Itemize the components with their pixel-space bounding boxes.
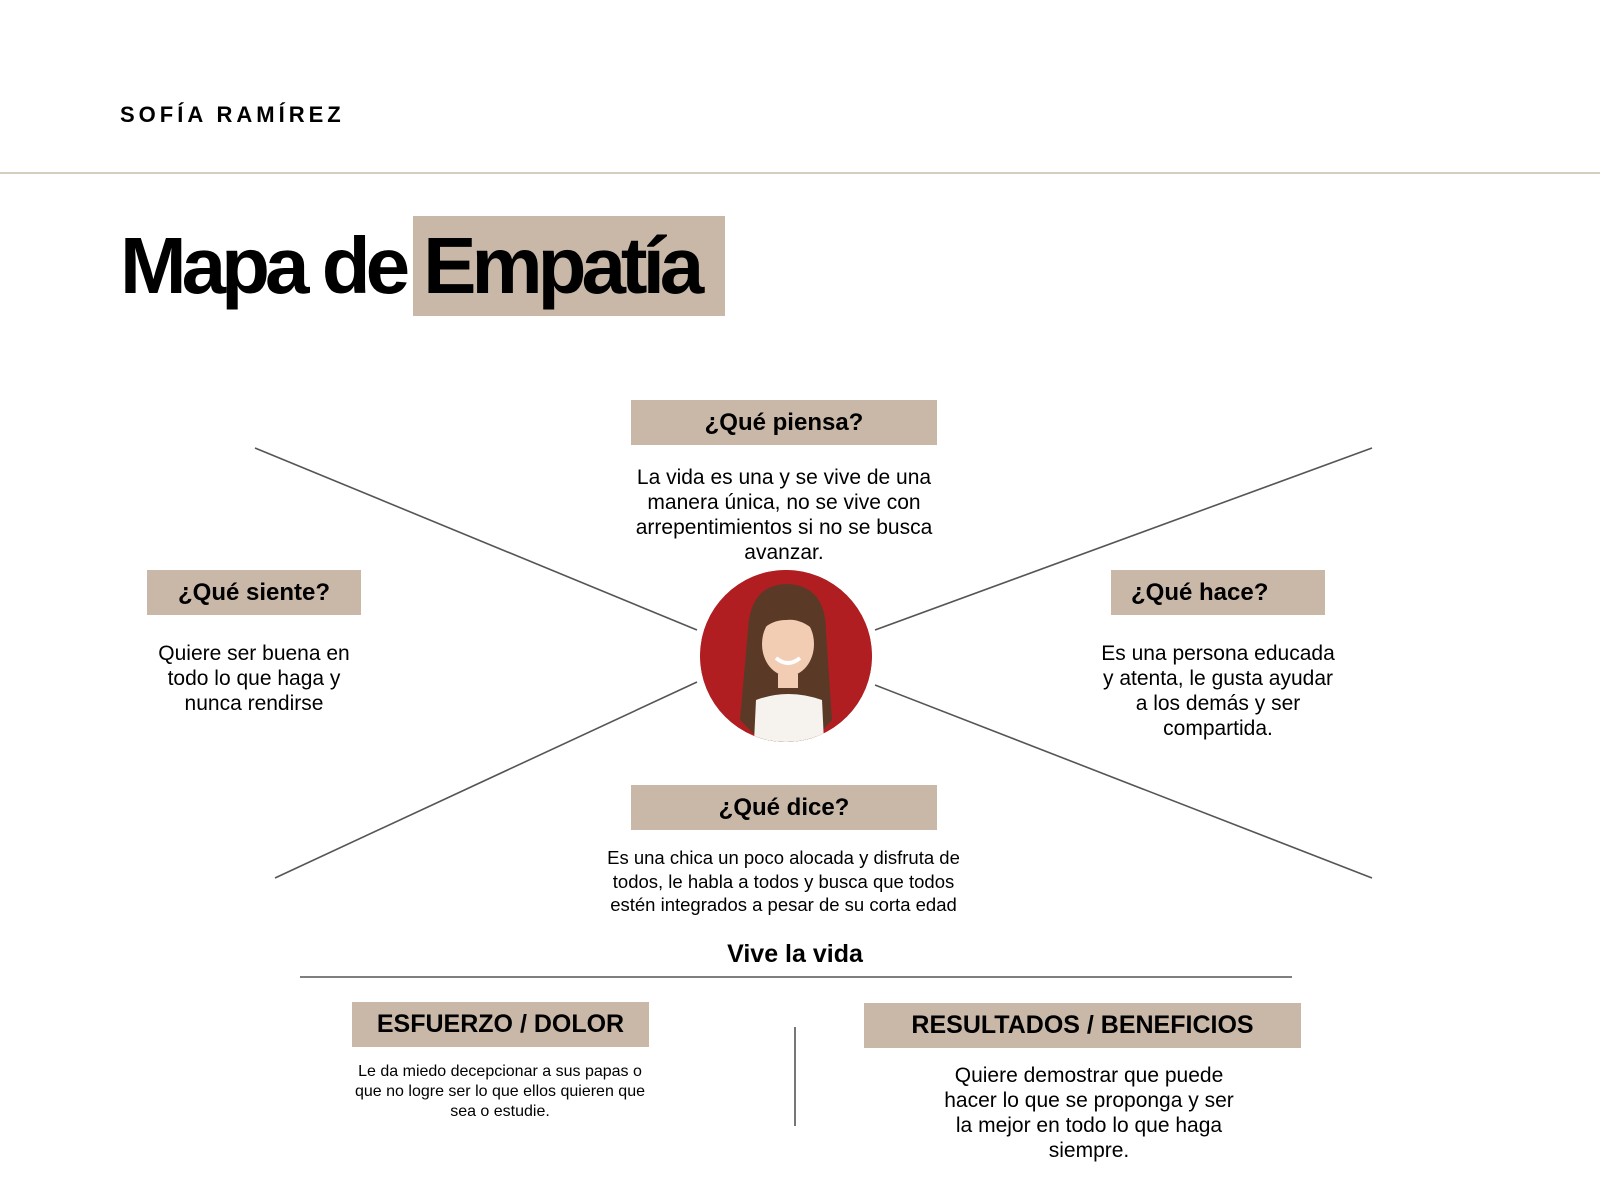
- label-que-siente: [147, 570, 361, 615]
- title-highlight-text: Empatía: [423, 221, 700, 310]
- label-esfuerzo-dolor: [352, 1002, 649, 1047]
- text-que-piensa: La vida es una y se vive de una manera única, no se vive con arrepentimientos si no se busca avanzar.: [635, 466, 933, 564]
- label-resultados-beneficios-text: RESULTADOS / BENEFICIOS: [911, 1011, 1254, 1039]
- text-resultados-beneficios: Quiere demostrar que puede hacer lo que se proponga y ser la mejor en todo lo que haga siempre.: [944, 1064, 1234, 1162]
- label-resultados-beneficios: [864, 1003, 1301, 1048]
- portrait-illustration: [700, 570, 872, 742]
- text-que-dice: Es una chica un poco alocada y disfruta de todos, le habla a todos y busca que todos estén integrados a pesar de su corta edad: [607, 847, 960, 915]
- label-que-dice-text: ¿Qué dice?: [718, 793, 850, 821]
- label-que-dice: [631, 785, 937, 830]
- author-name: SOFÍA RAMÍREZ: [120, 102, 345, 127]
- label-que-hace-text: ¿Qué hace?: [1131, 578, 1269, 606]
- label-que-hace: [1111, 570, 1325, 615]
- text-esfuerzo-dolor: Le da miedo decepcionar a sus papas o que no logre ser lo que ellos quieren que sea o estudie.: [355, 1063, 645, 1120]
- label-que-piensa-text: ¿Qué piensa?: [704, 408, 864, 436]
- title-plain-text: Mapa de: [120, 221, 406, 310]
- text-que-hace: Es una persona educada y atenta, le gusta ayudar a los demás y ser compartida.: [1101, 642, 1335, 740]
- text-que-siente: Quiere ser buena en todo lo que haga y nunca rendirse: [158, 642, 350, 715]
- label-que-piensa: [631, 400, 937, 445]
- portrait-photo-icon: [700, 570, 872, 742]
- tagline: Vive la vida: [727, 940, 863, 968]
- label-esfuerzo-dolor-text: ESFUERZO / DOLOR: [376, 1010, 625, 1038]
- label-que-siente-text: ¿Qué siente?: [177, 578, 331, 606]
